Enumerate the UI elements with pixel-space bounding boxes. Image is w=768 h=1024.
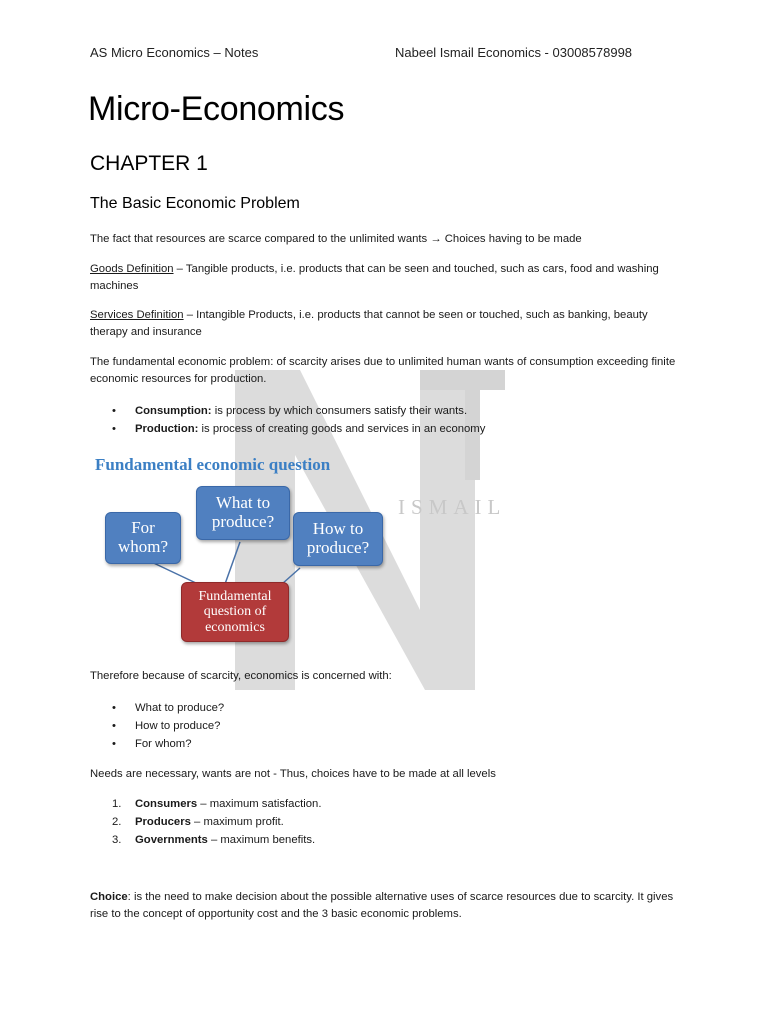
list-item [90,420,680,438]
bullet-icon: • [112,738,116,750]
list-item [90,813,680,831]
list-number: 1. [112,798,122,810]
list-number: 2. [112,816,122,828]
questions-list [90,699,680,753]
fundamental-question-box: Fundamental question of economics [181,582,289,642]
chapter-heading: CHAPTER 1 [90,152,208,175]
list-item [90,735,680,753]
section-heading: The Basic Economic Problem [90,195,300,212]
definitions-list [90,402,680,438]
page-title: Micro-Economics [88,90,345,128]
levels-list [90,795,680,849]
question-text: For whom? [135,738,192,750]
header-author: Nabeel Ismail Economics - 03008578998 [395,45,633,60]
needs-paragraph: Needs are necessary, wants are not - Thus, choices have to be made at all levels [90,768,496,780]
bullet-icon: • [112,702,116,714]
bullet-icon: • [112,405,116,417]
level-text: – maximum profit. [190,816,284,828]
list-item [90,717,680,735]
level-term: Consumers [135,798,198,810]
therefore-paragraph: Therefore because of scarcity, economics is concerned with: [90,670,392,682]
goods-text: – Tangible products, i.e. products that can be seen and touched, such as cars, food and washing machines [90,263,659,292]
definition-text: is process by which consumers satisfy their wants. [211,405,468,417]
bullet-icon: • [112,423,116,435]
choice-term: Choice [90,891,128,903]
choice-text: : is the need to make decision about the possible alternative uses of scarce resources due to scarcity. It gives rise to the concept of opportunity cost and the 3 basic economic problems. [90,891,674,920]
goods-term: Goods Definition [90,263,174,275]
services-term: Services Definition [90,309,184,321]
list-item [90,699,680,717]
definition-text: is process of creating goods and services in an economy [198,423,486,435]
level-term: Governments [135,834,208,846]
definition-term: Production: [135,423,199,435]
list-item [90,402,680,420]
header-course: AS Micro Economics – Notes [90,45,259,60]
fundamental-problem-paragraph: The fundamental economic problem: of scarcity arises due to unlimited human wants of consumption exceeding finite economic resources for production. [90,356,676,385]
list-number: 3. [112,834,122,846]
services-text: – Intangible Products, i.e. products that cannot be seen or touched, such as banking, beauty therapy and insurance [90,309,648,338]
definition-term: Consumption: [135,405,212,417]
diagram-title: Fundamental economic question [95,455,331,474]
level-text: – maximum satisfaction. [197,798,322,810]
intro-paragraph: The fact that resources are scarce compared to the unlimited wants → Choices having to be made [90,233,582,245]
for-whom-box: For whom? [105,512,181,564]
services-definition [90,307,680,341]
goods-definition [90,261,680,295]
watermark-text: ISMAIL [398,495,507,519]
level-text: – maximum benefits. [207,834,316,846]
what-to-produce-box: What to produce? [196,486,290,540]
choice-paragraph [90,889,680,923]
list-item [90,795,680,813]
question-text: What to produce? [135,702,225,714]
list-item [90,831,680,849]
how-to-produce-box: How to produce? [293,512,383,566]
level-term: Producers [135,816,191,828]
bullet-icon: • [112,720,116,732]
fundamental-question-diagram [95,480,395,650]
question-text: How to produce? [135,720,221,732]
